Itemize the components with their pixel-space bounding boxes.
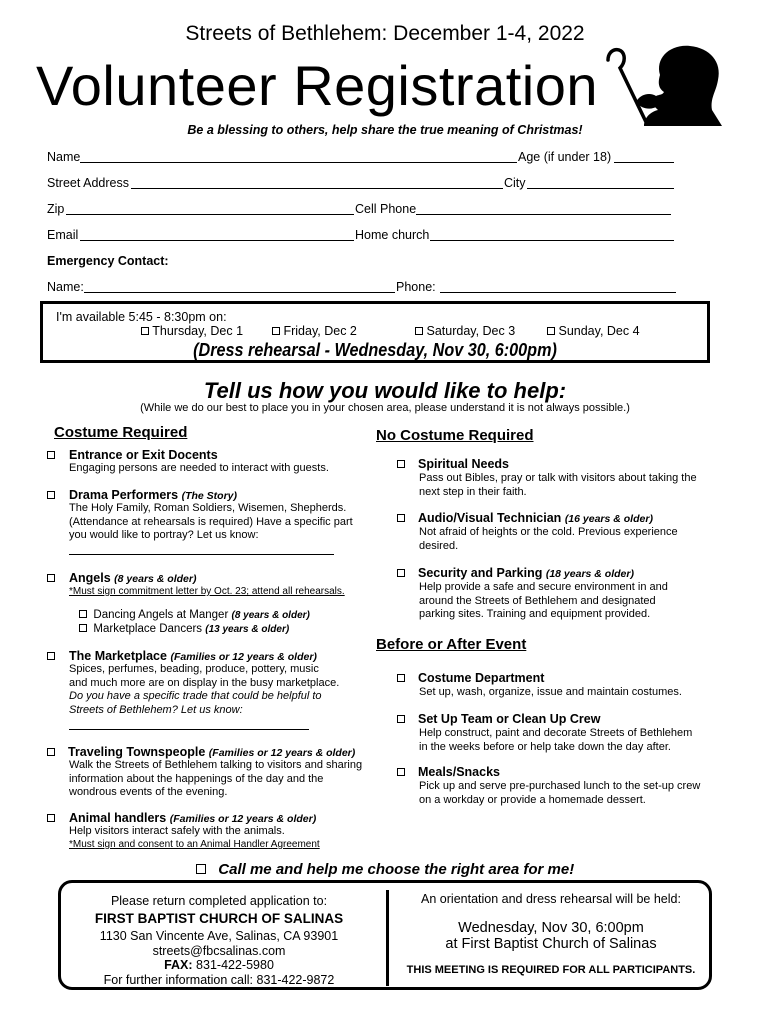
checkbox[interactable] xyxy=(397,674,405,682)
age-input[interactable] xyxy=(614,149,674,163)
marketplace-title: The Marketplace (Families or 12 years & older) xyxy=(69,649,317,663)
emergency-heading: Emergency Contact: xyxy=(47,254,169,268)
checkbox[interactable] xyxy=(47,748,55,756)
checkbox[interactable] xyxy=(547,327,555,335)
orientation-date: Wednesday, Nov 30, 6:00pm xyxy=(458,920,644,936)
checkbox[interactable] xyxy=(397,569,405,577)
costume-required-heading: Costume Required xyxy=(54,424,188,441)
emergency-name-label: Name: xyxy=(47,280,84,294)
marketplace-dancers-option[interactable]: Marketplace Dancers (13 years & older) xyxy=(79,623,289,635)
animal-note: *Must sign and consent to an Animal Handler Agreement xyxy=(69,839,320,850)
info-phone: For further information call: 831-422-9872 xyxy=(103,973,335,987)
drama-desc: The Holy Family, Roman Soldiers, Wisemen, Shepherds. (Attendance at rehearsals is required) Have a specific part you would like to portray? Let us know: xyxy=(69,502,353,541)
event-date-line: Streets of Bethlehem: December 1-4, 2022 xyxy=(185,22,585,45)
av-desc: Not afraid of heights or the cold. Previous experience desired. xyxy=(419,526,678,552)
checkbox[interactable] xyxy=(47,574,55,582)
animal-desc: Help visitors interact safely with the animals. xyxy=(69,825,285,837)
checkbox[interactable] xyxy=(47,814,55,822)
traveling-title: Traveling Townspeople (Families or 12 years & older) xyxy=(68,745,356,759)
spiritual-title: Spiritual Needs xyxy=(418,457,509,471)
cell-input[interactable] xyxy=(416,201,671,215)
checkbox[interactable] xyxy=(397,460,405,468)
dress-rehearsal-note: (Dress rehearsal - Wednesday, Nov 30, 6:00pm) xyxy=(193,340,557,360)
angels-title: Angels (8 years & older) xyxy=(69,571,197,585)
traveling-desc: Walk the Streets of Bethlehem talking to visitors and sharing information about the happenings of the day and the wondrous events of the evening. xyxy=(69,759,363,798)
checkbox[interactable] xyxy=(47,451,55,459)
dancing-angels-option[interactable]: Dancing Angels at Manger (8 years & older) xyxy=(79,609,310,621)
drama-part-input[interactable] xyxy=(69,541,334,555)
checkbox[interactable] xyxy=(79,624,87,632)
checkbox[interactable] xyxy=(47,652,55,660)
church-label: Home church xyxy=(355,228,430,242)
church-email: streets@fbcsalinas.com xyxy=(152,944,286,958)
checkbox[interactable] xyxy=(397,715,405,723)
day-option-friday[interactable]: Friday, Dec 2 xyxy=(272,324,357,338)
emergency-phone-label: Phone: xyxy=(396,280,436,294)
day-option-sunday[interactable]: Sunday, Dec 4 xyxy=(547,324,640,338)
church-name: FIRST BAPTIST CHURCH OF SALINAS xyxy=(94,911,344,926)
costume-dept-desc: Set up, wash, organize, issue and maintain costumes. xyxy=(419,686,682,698)
church-fax: FAX: 831-422-5980 xyxy=(164,958,274,972)
costume-dept-title: Costume Department xyxy=(418,671,545,685)
city-input[interactable] xyxy=(527,175,674,189)
street-label: Street Address xyxy=(47,176,129,190)
checkbox[interactable] xyxy=(141,327,149,335)
checkbox[interactable] xyxy=(47,491,55,499)
call-me-option[interactable]: Call me and help me choose the right area for me! xyxy=(0,861,770,878)
email-input[interactable] xyxy=(80,227,354,241)
day-option-saturday[interactable]: Saturday, Dec 3 xyxy=(415,324,515,338)
name-input[interactable] xyxy=(80,149,517,163)
return-label: Please return completed application to: xyxy=(110,894,328,908)
setup-title: Set Up Team or Clean Up Crew xyxy=(418,712,601,726)
orientation-place: at First Baptist Church of Salinas xyxy=(445,936,657,952)
marketplace-desc: Spices, perfumes, beading, produce, pottery, music and much more are on display in the busy marketplace. Do you have a specific trade that could be helpful to Streets of Bethlehem? Let us know: xyxy=(69,663,340,716)
age-label: Age (if under 18) xyxy=(518,150,612,164)
zip-input[interactable] xyxy=(66,201,354,215)
shepherd-logo xyxy=(600,40,725,128)
checkbox[interactable] xyxy=(272,327,280,335)
city-label: City xyxy=(504,176,526,190)
emergency-phone-input[interactable] xyxy=(440,279,676,293)
page-title: Volunteer Registration xyxy=(36,54,599,117)
meals-desc: Pick up and serve pre-purchased lunch to the set-up crew on a workday or provide a homemade dessert. xyxy=(419,780,701,806)
zip-label: Zip xyxy=(47,202,65,216)
drama-title: Drama Performers (The Story) xyxy=(69,488,237,502)
entrance-title: Entrance or Exit Docents xyxy=(69,448,218,462)
email-label: Email xyxy=(47,228,79,242)
before-after-heading: Before or After Event xyxy=(376,636,527,653)
av-title: Audio/Visual Technician (16 years & older) xyxy=(418,511,653,525)
no-costume-heading: No Costume Required xyxy=(376,427,534,444)
meeting-required-note: THIS MEETING IS REQUIRED FOR ALL PARTICIPANTS. xyxy=(406,964,696,976)
entrance-desc: Engaging persons are needed to interact with guests. xyxy=(69,462,329,474)
emergency-name-input[interactable] xyxy=(84,279,395,293)
checkbox[interactable] xyxy=(196,864,206,874)
street-input[interactable] xyxy=(131,175,503,189)
spiritual-desc: Pass out Bibles, pray or talk with visitors about taking the next step in their faith. xyxy=(419,472,697,498)
setup-desc: Help construct, paint and decorate Streets of Bethlehem in the weeks before or help take down the day after. xyxy=(419,727,693,753)
checkbox[interactable] xyxy=(79,610,87,618)
security-title: Security and Parking (18 years & older) xyxy=(418,566,634,580)
day-option-thursday[interactable]: Thursday, Dec 1 xyxy=(141,324,243,338)
orientation-label: An orientation and dress rehearsal will be held: xyxy=(421,892,681,906)
church-address: 1130 San Vincente Ave, Salinas, CA 93901 xyxy=(99,929,339,943)
animal-title: Animal handlers (Families or 12 years & older) xyxy=(69,811,317,825)
tagline: Be a blessing to others, help share the true meaning of Christmas! xyxy=(187,123,583,137)
help-subtitle: (While we do our best to place you in your chosen area, please understand it is not always possible.) xyxy=(140,402,630,414)
box-divider xyxy=(386,890,389,986)
angels-note: *Must sign commitment letter by Oct. 23; attend all rehearsals. xyxy=(69,586,345,597)
cell-label: Cell Phone xyxy=(355,202,417,216)
security-desc: Help provide a safe and secure environment in and around the Streets of Bethlehem and designated parking sites. Training and equipment provided. xyxy=(419,581,668,620)
trade-input[interactable] xyxy=(69,716,309,730)
help-heading: Tell us how you would like to help: xyxy=(203,378,567,403)
name-label: Name xyxy=(47,150,81,164)
meals-title: Meals/Snacks xyxy=(418,765,500,779)
checkbox[interactable] xyxy=(397,768,405,776)
checkbox[interactable] xyxy=(397,514,405,522)
church-input[interactable] xyxy=(430,227,674,241)
checkbox[interactable] xyxy=(415,327,423,335)
availability-label: I'm available 5:45 - 8:30pm on: xyxy=(56,310,227,324)
